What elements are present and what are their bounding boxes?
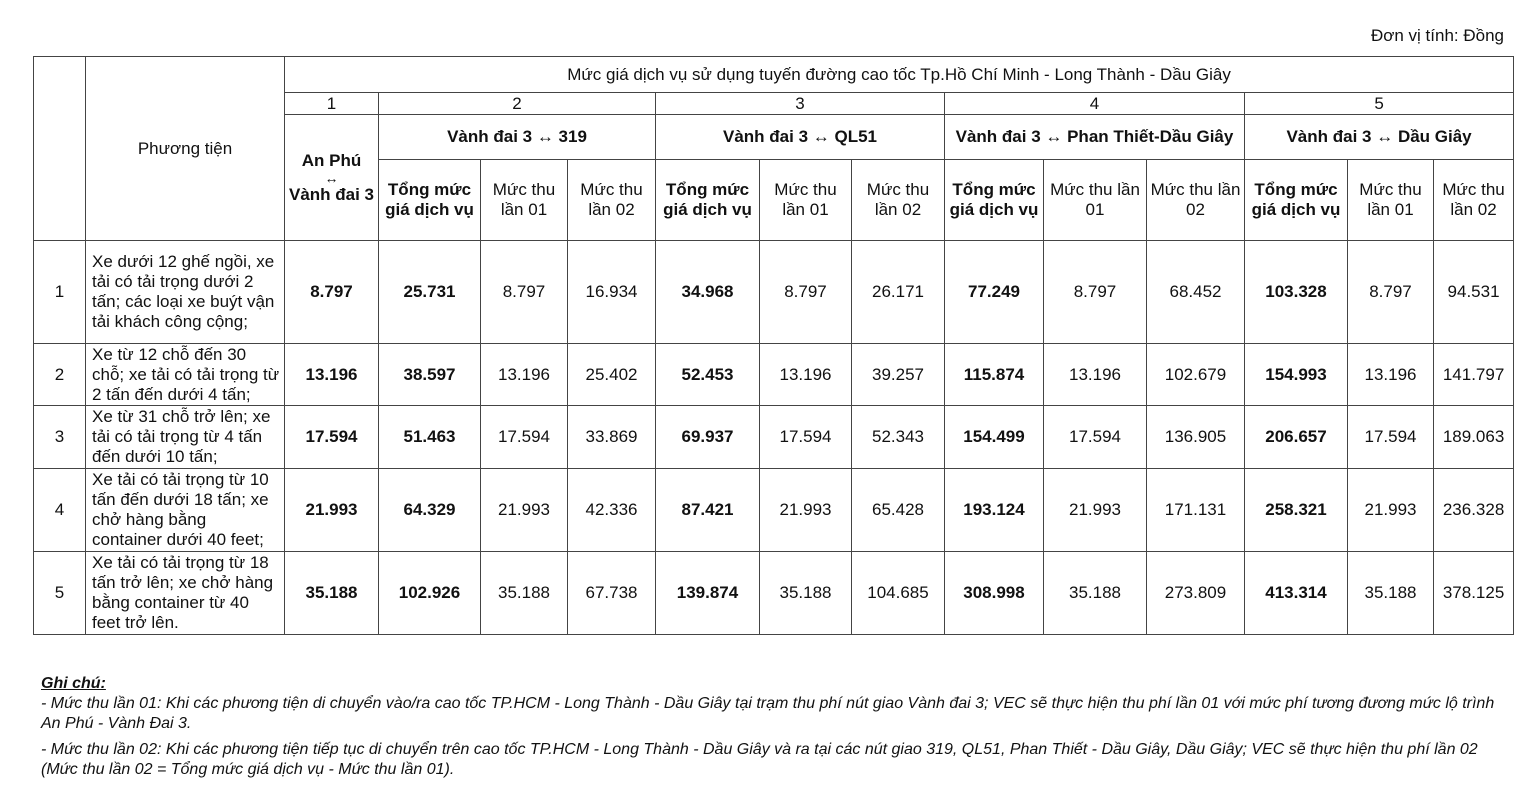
subheader-second: Mức thu lần 02 (1147, 160, 1245, 241)
subheader-total: Tổng mức giá dịch vụ (945, 160, 1044, 241)
price-cell: 87.421 (656, 469, 760, 552)
price-cell: 17.594 (760, 406, 852, 469)
note-first-collection: - Mức thu lần 01: Khi các phương tiện di chuyển vào/ra cao tốc TP.HCM - Long Thành - Dầu Giây tại trạm thu phí nút giao Vành đai 3; VEC sẽ thực hiện thu phí lần 01 với mức phí tương đương mức lộ trình An Phú - Vành Đai 3. (41, 695, 1495, 732)
price-cell: 236.328 (1434, 469, 1514, 552)
route-header-phan-thiet: Vành đai 3 ↔ Phan Thiết-Dầu Giây (945, 115, 1245, 160)
table-row (34, 241, 1514, 344)
table-title: Mức giá dịch vụ sử dụng tuyến đường cao tốc Tp.Hồ Chí Minh - Long Thành - Dầu Giây (285, 57, 1514, 93)
price-cell: 413.314 (1245, 552, 1348, 635)
price-cell: 273.809 (1147, 552, 1245, 635)
price-cell: 17.594 (285, 406, 379, 469)
subheader-second: Mức thu lần 02 (852, 160, 945, 241)
price-cell: 52.453 (656, 344, 760, 406)
subheader-total: Tổng mức giá dịch vụ (1245, 160, 1348, 241)
vehicle-description: Xe dưới 12 ghế ngồi, xe tải có tải trọng dưới 2 tấn; các loại xe buýt vận tải khách công cộng; (86, 241, 285, 344)
price-cell: 65.428 (852, 469, 945, 552)
price-cell: 51.463 (379, 406, 481, 469)
price-cell: 189.063 (1434, 406, 1514, 469)
price-cell: 13.196 (760, 344, 852, 406)
price-cell: 102.679 (1147, 344, 1245, 406)
price-cell: 25.731 (379, 241, 481, 344)
price-cell: 104.685 (852, 552, 945, 635)
route-header-an-phu (285, 115, 379, 241)
route-header-ql51: Vành đai 3 ↔ QL51 (656, 115, 945, 160)
vehicle-header: Phương tiện (86, 57, 285, 241)
price-cell: 308.998 (945, 552, 1044, 635)
price-cell: 13.196 (481, 344, 568, 406)
price-cell: 77.249 (945, 241, 1044, 344)
price-cell: 136.905 (1147, 406, 1245, 469)
price-cell: 21.993 (481, 469, 568, 552)
price-cell: 21.993 (1044, 469, 1147, 552)
subheader-total: Tổng mức giá dịch vụ (656, 160, 760, 241)
route-header-319: Vành đai 3 ↔ 319 (379, 115, 656, 160)
price-cell: 21.993 (285, 469, 379, 552)
table-row (34, 344, 1514, 406)
price-cell: 139.874 (656, 552, 760, 635)
price-cell: 103.328 (1245, 241, 1348, 344)
group-number-1: 1 (285, 93, 379, 115)
price-cell: 35.188 (760, 552, 852, 635)
price-cell: 13.196 (285, 344, 379, 406)
group-number-3: 3 (656, 93, 945, 115)
price-cell: 206.657 (1245, 406, 1348, 469)
price-cell: 21.993 (760, 469, 852, 552)
price-cell: 25.402 (568, 344, 656, 406)
price-cell: 102.926 (379, 552, 481, 635)
group-number-2: 2 (379, 93, 656, 115)
subheader-first: Mức thu lần 01 (760, 160, 852, 241)
price-cell: 115.874 (945, 344, 1044, 406)
subheader-first: Mức thu lần 01 (1044, 160, 1147, 241)
price-cell: 42.336 (568, 469, 656, 552)
price-cell: 8.797 (1044, 241, 1147, 344)
price-cell: 17.594 (1044, 406, 1147, 469)
price-cell: 13.196 (1348, 344, 1434, 406)
route-header-an-phu-bottom: Vành đai 3 (288, 184, 375, 204)
table-row (34, 406, 1514, 469)
notes-section (41, 674, 1501, 780)
vehicle-description: Xe tải có tải trọng từ 18 tấn trở lên; xe chở hàng bằng container từ 40 feet trở lên. (86, 552, 285, 635)
price-cell: 26.171 (852, 241, 945, 344)
bidirectional-arrow-icon: ↔ (324, 169, 339, 186)
price-cell: 21.993 (1348, 469, 1434, 552)
price-cell: 8.797 (285, 241, 379, 344)
row-number: 4 (34, 469, 86, 552)
price-cell: 17.594 (1348, 406, 1434, 469)
vehicle-description: Xe từ 31 chỗ trở lên; xe tải có tải trọng từ 4 tấn đến dưới 10 tấn; (86, 406, 285, 469)
note-second-collection: - Mức thu lần 02: Khi các phương tiện tiếp tục di chuyển trên cao tốc TP.HCM - Long Thành - Dầu Giây và ra tại các nút giao 319, QL51, Phan Thiết - Dầu Giây, Dầu Giây; VEC sẽ thực hiện thu phí lần 02 (Mức thu lần 02 = Tổng mức giá dịch vụ - Mức thu lần 01). (41, 741, 1478, 778)
table-row (34, 469, 1514, 552)
route-header-an-phu-top: An Phú (301, 150, 362, 170)
price-cell: 52.343 (852, 406, 945, 469)
price-cell: 171.131 (1147, 469, 1245, 552)
price-cell: 68.452 (1147, 241, 1245, 344)
vehicle-description: Xe từ 12 chỗ đến 30 chỗ; xe tải có tải trọng từ 2 tấn đến dưới 4 tấn; (86, 344, 285, 406)
row-number: 5 (34, 552, 86, 635)
price-cell: 193.124 (945, 469, 1044, 552)
price-cell: 67.738 (568, 552, 656, 635)
price-cell: 35.188 (285, 552, 379, 635)
price-cell: 141.797 (1434, 344, 1514, 406)
price-cell: 35.188 (1044, 552, 1147, 635)
price-cell: 378.125 (1434, 552, 1514, 635)
row-number: 3 (34, 406, 86, 469)
group-number-5: 5 (1245, 93, 1514, 115)
subheader-first: Mức thu lần 01 (481, 160, 568, 241)
unit-label: Đơn vị tính: Đồng (1370, 26, 1504, 45)
price-cell: 16.934 (568, 241, 656, 344)
price-cell: 8.797 (760, 241, 852, 344)
subheader-second: Mức thu lần 02 (568, 160, 656, 241)
subheader-second: Mức thu lần 02 (1434, 160, 1514, 241)
price-cell: 38.597 (379, 344, 481, 406)
notes-title: Ghi chú: (41, 675, 106, 692)
price-cell: 8.797 (481, 241, 568, 344)
toll-price-table (33, 56, 1514, 635)
price-cell: 34.968 (656, 241, 760, 344)
price-cell: 33.869 (568, 406, 656, 469)
row-number: 1 (34, 241, 86, 344)
price-cell: 17.594 (481, 406, 568, 469)
price-cell: 154.993 (1245, 344, 1348, 406)
group-number-4: 4 (945, 93, 1245, 115)
price-cell: 35.188 (481, 552, 568, 635)
price-cell: 94.531 (1434, 241, 1514, 344)
vehicle-description: Xe tải có tải trọng từ 10 tấn đến dưới 18 tấn; xe chở hàng bằng container dưới 40 feet; (86, 469, 285, 552)
subheader-total: Tổng mức giá dịch vụ (379, 160, 481, 241)
price-cell: 154.499 (945, 406, 1044, 469)
price-cell: 69.937 (656, 406, 760, 469)
row-number-header (34, 57, 86, 241)
price-cell: 8.797 (1348, 241, 1434, 344)
price-cell: 258.321 (1245, 469, 1348, 552)
price-cell: 64.329 (379, 469, 481, 552)
table-row (34, 552, 1514, 635)
price-cell: 39.257 (852, 344, 945, 406)
price-cell: 13.196 (1044, 344, 1147, 406)
row-number: 2 (34, 344, 86, 406)
route-header-dau-giay: Vành đai 3 ↔ Dầu Giây (1245, 115, 1514, 160)
subheader-first: Mức thu lần 01 (1348, 160, 1434, 241)
price-cell: 35.188 (1348, 552, 1434, 635)
